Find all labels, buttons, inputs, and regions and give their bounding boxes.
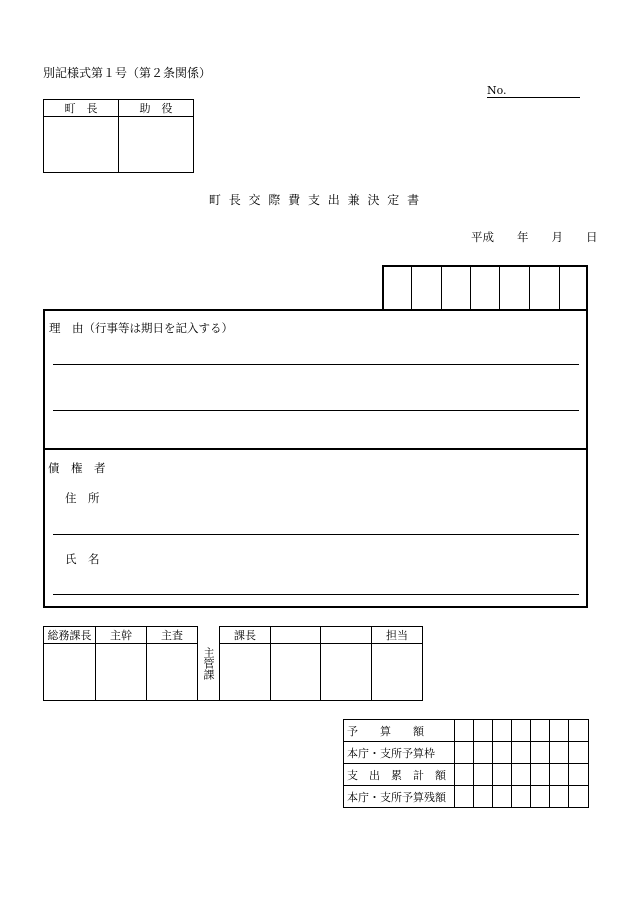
budget-digit-cell[interactable] — [569, 742, 589, 764]
budget-row-label: 本庁・支所予算残額 — [344, 786, 455, 808]
creditor-label: 債 権 者 — [48, 461, 106, 475]
budget-digit-cell[interactable] — [474, 742, 493, 764]
approval-header-deputy: 助 役 — [119, 100, 194, 117]
reason-line-2[interactable] — [53, 410, 579, 411]
budget-row-label: 支 出 累 計 額 — [344, 764, 455, 786]
document-title: 町 長 交 際 費 支 出 兼 決 定 書 — [208, 193, 422, 207]
amount-digit-divider — [499, 267, 500, 310]
form-label: 別記様式第１号（第２条関係） — [43, 66, 212, 80]
stamp-cell-deputy[interactable] — [119, 117, 194, 173]
budget-digit-cell[interactable] — [474, 764, 493, 786]
budget-digit-cell[interactable] — [550, 786, 569, 808]
budget-row-label: 本庁・支所予算枠 — [344, 742, 455, 764]
budget-digit-cell[interactable] — [493, 720, 512, 742]
budget-digit-cell[interactable] — [455, 764, 474, 786]
stamp-cell[interactable] — [220, 644, 271, 701]
stamp-cell[interactable] — [372, 644, 423, 701]
amount-box[interactable] — [382, 265, 588, 310]
stamp-cell-mayor[interactable] — [44, 117, 119, 173]
amount-digit-divider — [411, 267, 412, 310]
header-blank-1 — [271, 627, 321, 644]
budget-digit-cell[interactable] — [512, 742, 531, 764]
address-line[interactable] — [53, 534, 579, 535]
header-general-affairs-chief: 総務課長 — [44, 627, 96, 644]
amount-digit-divider — [559, 267, 560, 310]
amount-digit-divider — [441, 267, 442, 310]
budget-digit-cell[interactable] — [512, 786, 531, 808]
budget-digit-cell[interactable] — [493, 786, 512, 808]
budget-digit-cell[interactable] — [531, 764, 550, 786]
budget-row-label: 予 算 額 — [344, 720, 455, 742]
responsible-dept-cell — [198, 627, 220, 701]
budget-digit-cell[interactable] — [569, 786, 589, 808]
budget-digit-cell[interactable] — [474, 786, 493, 808]
budget-digit-cell[interactable] — [455, 742, 474, 764]
budget-digit-cell[interactable] — [531, 720, 550, 742]
budget-digit-cell[interactable] — [569, 764, 589, 786]
approval-box-top — [43, 99, 194, 173]
section-divider — [45, 448, 586, 450]
main-frame — [43, 309, 588, 608]
header-section-chief: 課長 — [220, 627, 271, 644]
budget-digit-cell[interactable] — [550, 742, 569, 764]
name-line[interactable] — [53, 594, 579, 595]
number-label: No. — [487, 84, 507, 97]
budget-digit-cell[interactable] — [512, 764, 531, 786]
header-staff: 担当 — [372, 627, 423, 644]
responsible-dept-label: 主管課 — [202, 646, 215, 680]
budget-digit-cell[interactable] — [455, 720, 474, 742]
header-blank-2 — [321, 627, 372, 644]
budget-digit-cell[interactable] — [569, 720, 589, 742]
approval-box-bottom — [43, 626, 422, 701]
amount-digit-divider — [529, 267, 530, 310]
stamp-cell[interactable] — [147, 644, 198, 701]
stamp-cell[interactable] — [96, 644, 147, 701]
stamp-cell[interactable] — [44, 644, 96, 701]
budget-digit-cell[interactable] — [474, 720, 493, 742]
amount-digit-divider — [470, 267, 471, 310]
approval-header-mayor: 町 長 — [44, 100, 119, 117]
budget-table — [343, 719, 589, 808]
name-label: 氏 名 — [65, 552, 100, 566]
budget-digit-cell[interactable] — [550, 720, 569, 742]
budget-digit-cell[interactable] — [455, 786, 474, 808]
budget-digit-cell[interactable] — [512, 720, 531, 742]
reason-line-1[interactable] — [53, 364, 579, 365]
budget-digit-cell[interactable] — [493, 764, 512, 786]
header-inspector: 主査 — [147, 627, 198, 644]
reason-label: 理 由（行事等は期日を記入する） — [49, 321, 233, 335]
budget-digit-cell[interactable] — [531, 786, 550, 808]
budget-digit-cell[interactable] — [550, 764, 569, 786]
stamp-cell[interactable] — [321, 644, 372, 701]
budget-digit-cell[interactable] — [493, 742, 512, 764]
header-principal: 主幹 — [96, 627, 147, 644]
budget-digit-cell[interactable] — [531, 742, 550, 764]
address-label: 住 所 — [65, 491, 100, 505]
date-line: 平成 年 月 日 — [471, 230, 598, 244]
number-underline — [487, 97, 580, 98]
stamp-cell[interactable] — [271, 644, 321, 701]
